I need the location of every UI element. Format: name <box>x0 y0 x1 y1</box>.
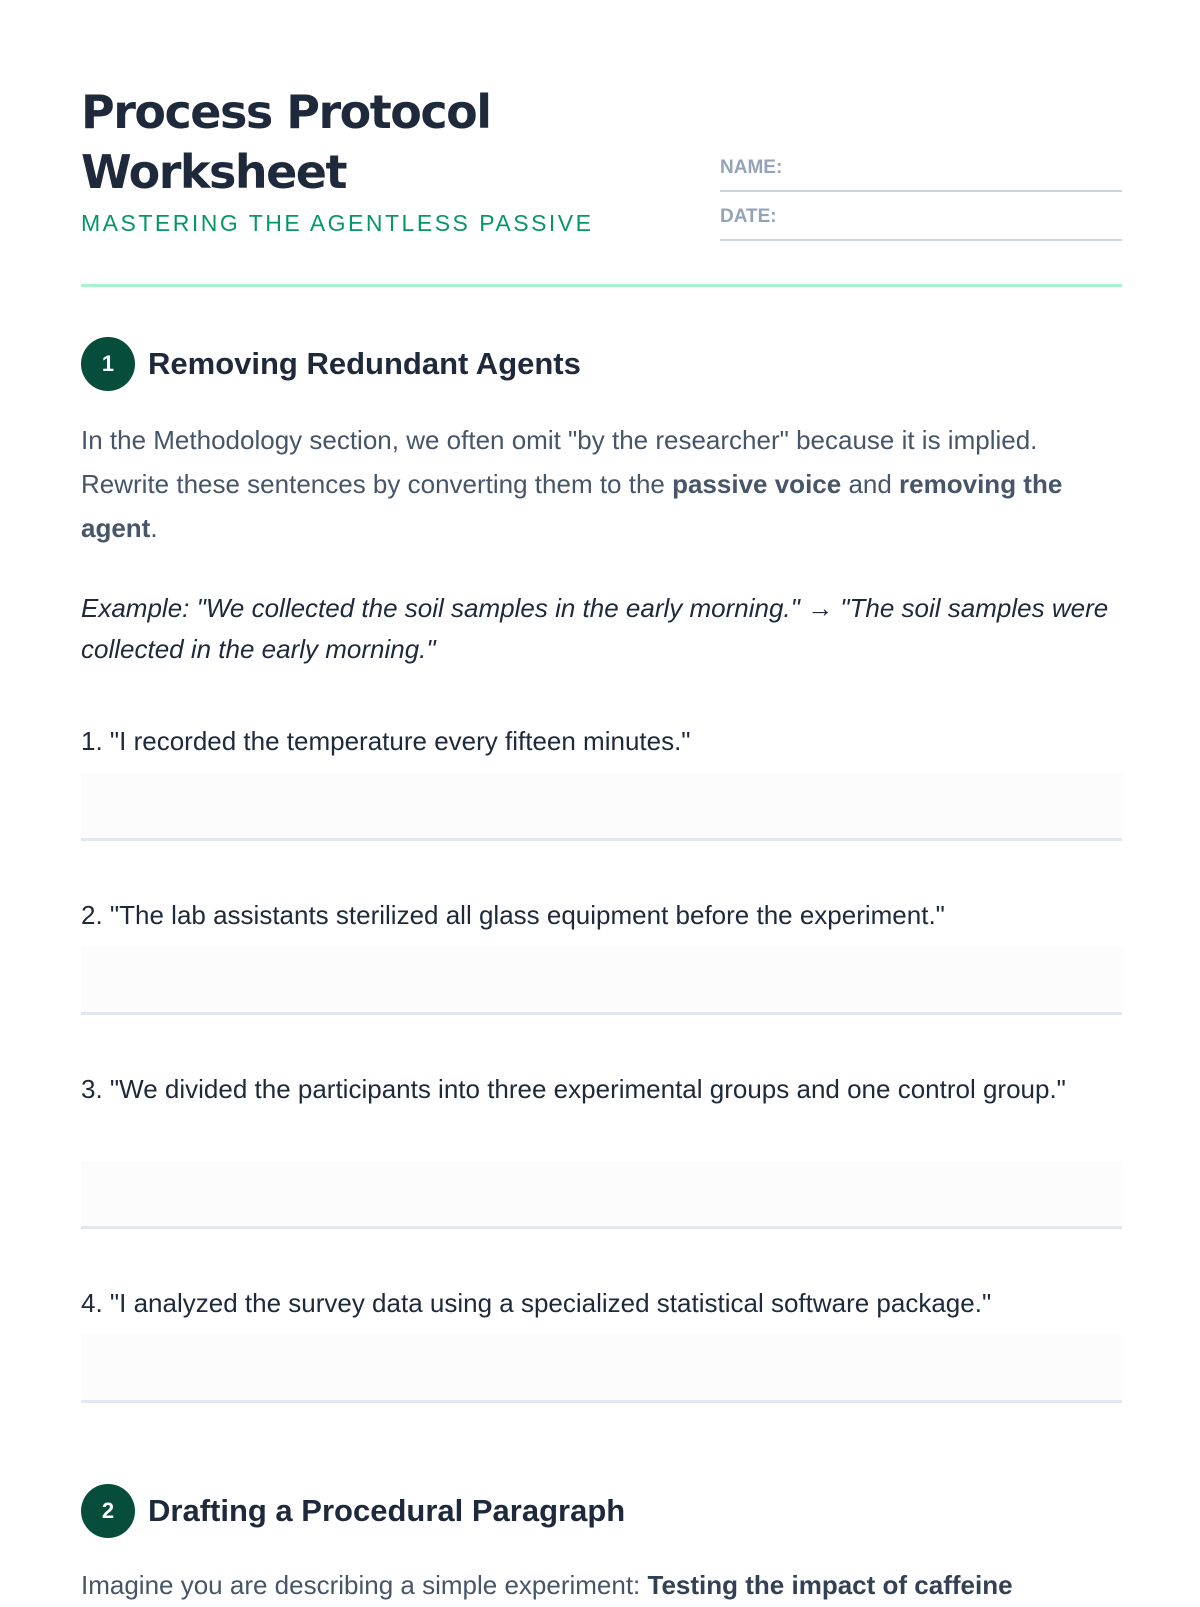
answer-field-4[interactable] <box>81 1335 1122 1403</box>
name-label: NAME: <box>720 157 783 178</box>
worksheet-page <box>81 0 1122 1600</box>
instructions-emphasis-removing-agent: removing the agent <box>81 469 1063 543</box>
question-3: 3. "We divided the participants into three experimental groups and one control group." <box>81 1074 1066 1104</box>
section-1-title: Removing Redundant Agents <box>148 346 581 381</box>
instructions-emphasis-passive-voice: passive voice <box>672 469 842 499</box>
question-2: 2. "The lab assistants sterilized all glass equipment before the experiment." <box>81 900 945 930</box>
section-1-number-badge: 1 <box>81 337 135 391</box>
section-2-instructions <box>81 1563 1122 1607</box>
instructions-text: . <box>150 513 158 543</box>
section-2-number-badge: 2 <box>81 1484 135 1538</box>
question-1: 1. "I recorded the temperature every fifteen minutes." <box>81 726 691 756</box>
instructions-emphasis-caffeine: Testing the impact of caffeine <box>647 1570 1013 1600</box>
section-2-title: Drafting a Procedural Paragraph <box>148 1493 626 1528</box>
worksheet-header <box>81 0 1122 287</box>
date-label: DATE: <box>720 206 777 227</box>
answer-field-2[interactable] <box>81 947 1122 1015</box>
instructions-text: and <box>841 469 900 499</box>
date-field[interactable] <box>720 207 1122 241</box>
question-4: 4. "I analyzed the survey data using a specialized statistical software package." <box>81 1288 992 1318</box>
section-1-instructions <box>81 418 1122 550</box>
worksheet-title-line-2: Worksheet <box>81 145 346 199</box>
name-field[interactable] <box>720 158 1122 192</box>
worksheet-subtitle: MASTERING THE AGENTLESS PASSIVE <box>81 210 594 236</box>
instructions-text: Imagine you are describing a simple experiment: <box>81 1570 648 1600</box>
example-sentence: Example: "We collected the soil samples in the early morning." → "The soil samples were collected in the early morning." <box>81 593 1109 664</box>
answer-field-3[interactable] <box>81 1161 1122 1229</box>
instructions-text: In the Methodology section, we often omit "by the researcher" because it is implied. Rewrite these sentences by converting them to the <box>81 425 1038 499</box>
answer-field-1[interactable] <box>81 773 1122 841</box>
worksheet-title-line-1: Process Protocol <box>81 85 491 139</box>
